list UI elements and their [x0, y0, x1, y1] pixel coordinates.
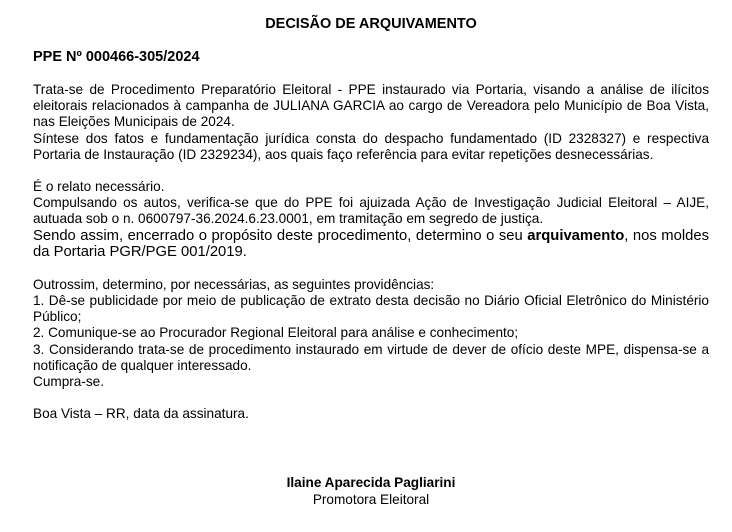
measure-item-3: 3. Considerando trata-se de procedimento instaurado em virtude de dever de ofício deste MPE, dispensa-se a notificação de qualquer interessado. — [33, 341, 709, 373]
signature-block — [33, 475, 709, 508]
place-date: Boa Vista – RR, data da assinatura. — [33, 406, 249, 422]
paragraph-report: É o relato necessário. — [33, 179, 165, 195]
paragraph-spacer — [33, 390, 709, 406]
paragraph-decision — [33, 228, 709, 261]
paragraph-analysis: Compulsando os autos, verifica-se que do PPE foi ajuizada Ação de Investigação Judicial Eleitoral – AIJE, autuada sob o n. 0600797-36.2024.6.23.0001, em tramitação em segredo de justiça. — [33, 195, 709, 227]
paragraph-intro: Trata-se de Procedimento Preparatório Eleitoral - PPE instaurado via Portaria, visando a análise de ilícitos eleitorais relacionados à campanha de JULIANA GARCIA ao cargo de Vereadora pelo Município de Boa Vista, nas Eleições Municipais de 2024. — [33, 82, 709, 130]
document-title: DECISÃO DE ARQUIVAMENTO — [265, 16, 477, 32]
paragraph-spacer — [33, 261, 709, 277]
closing-text: Cumpra-se. — [33, 374, 105, 390]
paragraph-synthesis: Síntese dos fatos e fundamentação jurídica consta do despacho fundamentado (ID 2328327) e respectiva Portaria de Instauração (ID 2329234), aos quais faço referência para evitar repetições desnecessárias. — [33, 130, 709, 162]
signatory-name: Ilaine Aparecida Pagliarini — [286, 475, 456, 490]
decision-keyword: arquivamento — [527, 227, 625, 244]
decision-text-end: , nos moldes da Portaria PGR/PGE 001/2019. — [33, 227, 709, 261]
paragraph-measures: Outrossim, determino, por necessárias, as seguintes providências: — [33, 276, 435, 292]
document-body — [33, 82, 709, 422]
decision-text-start: Sendo assim, encerrado o propósito deste procedimento, determino o seu — [33, 227, 528, 244]
measure-item-1: 1. Dê-se publicidade por meio de publicação de extrato desta decisão no Diário Oficial Eletrônico do Ministério Público; — [33, 293, 709, 325]
process-number: PPE Nº 000466-305/2024 — [33, 49, 200, 65]
measure-item-2: 2. Comunique-se ao Procurador Regional Eleitoral para análise e conhecimento; — [33, 325, 519, 341]
signatory-role: Promotora Eleitoral — [312, 491, 430, 507]
paragraph-spacer — [33, 163, 709, 179]
